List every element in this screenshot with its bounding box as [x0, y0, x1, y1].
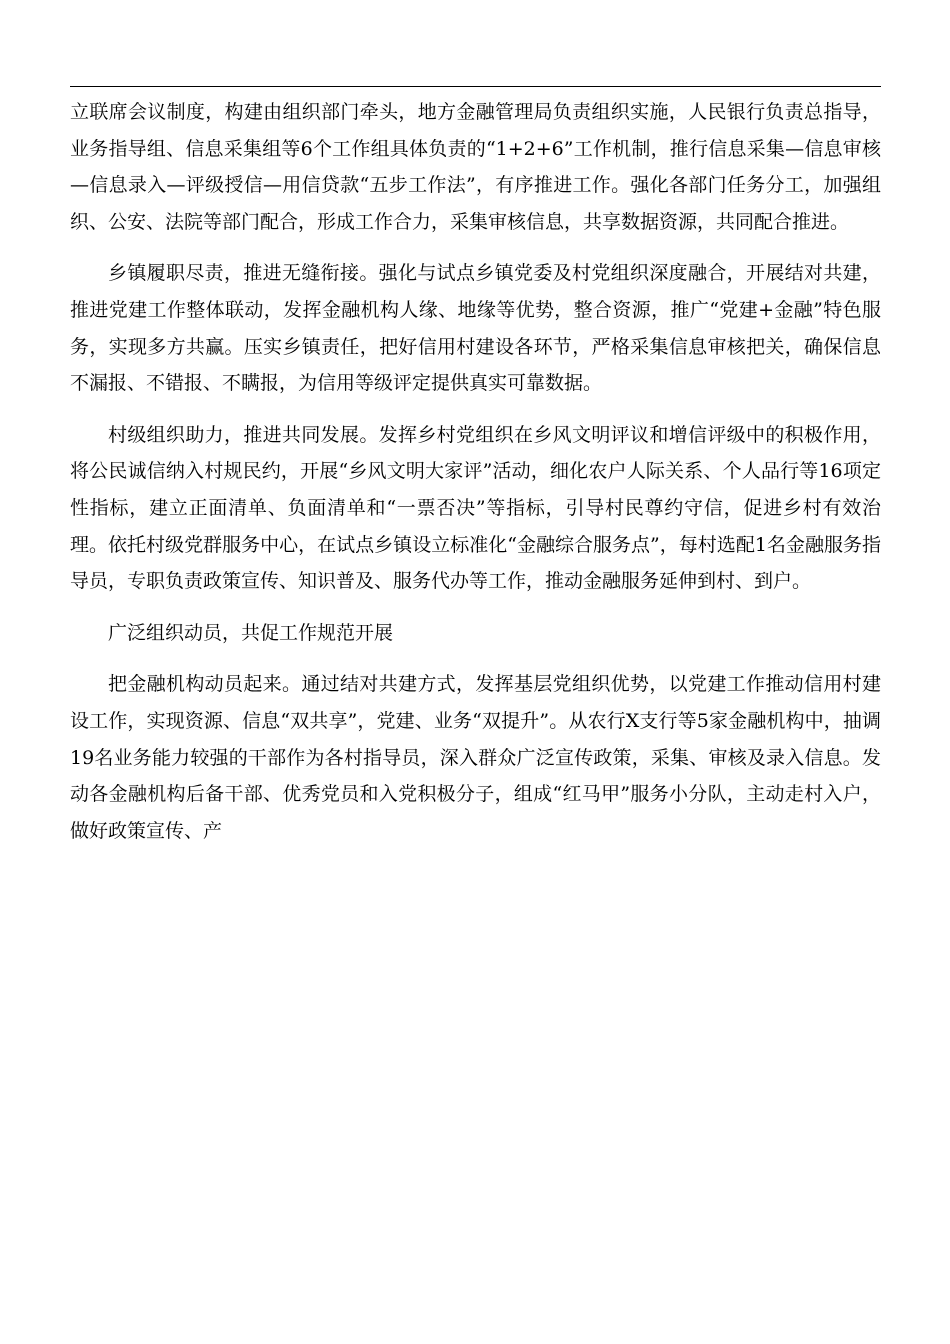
body-paragraph: 立联席会议制度，构建由组织部门牵头，地方金融管理局负责组织实施，人民银行负责总指导，业务指导组、信息采集组等6个工作组具体负责的“1+2+6”工作机制，推行信息采集—信息审核—信息录入—评级授信—用信贷款“五步工作法”，有序推进工作。强化各部门任务分工，加强组织、公安、法院等部门配合，形成工作合力，采集审核信息，共享数据资源，共同配合推进。 — [70, 101, 881, 233]
body-paragraph: 村级组织助力，推进共同发展。发挥乡村党组织在乡风文明评议和增信评级中的积极作用，将公民诚信纳入村规民约，开展“乡风文明大家评”活动，细化农户人际关系、个人品行等16项定性指标，建立正面清单、负面清单和“一票否决”等指标，引导村民尊约守信，促进乡村有效治理。依托村级党群服务中心，在试点乡镇设立标准化“金融综合服务点”，每村选配1名金融服务指导员，专职负责政策宣传、知识普及、服务代办等工作，推动金融服务延伸到村、到户。 — [70, 423, 881, 593]
body-paragraph: 把金融机构动员起来。通过结对共建方式，发挥基层党组织优势，以党建工作推动信用村建设工作，实现资源、信息“双共享”，党建、业务“双提升”。从农行X支行等5家金融机构中，抽调19名业务能力较强的干部作为各村指导员，深入群众广泛宣传政策，采集、审核及录入信息。发动各金融机构后备干部、优秀党员和入党积极分子，组成“红马甲”服务小分队，主动走村入户，做好政策宣传、产 — [70, 673, 881, 842]
section-heading: 广泛组织动员，共促工作规范开展 — [108, 621, 394, 644]
header-rule — [70, 86, 881, 87]
document-body — [70, 94, 881, 864]
body-paragraph: 乡镇履职尽责，推进无缝衔接。强化与试点乡镇党委及村党组织深度融合，开展结对共建，推进党建工作整体联动，发挥金融机构人缘、地缘等优势，整合资源，推广“党建+金融”特色服务，实现多方共赢。压实乡镇责任，把好信用村建设各环节，严格采集信息审核把关，确保信息不漏报、不错报、不瞒报，为信用等级评定提供真实可靠数据。 — [70, 262, 881, 395]
